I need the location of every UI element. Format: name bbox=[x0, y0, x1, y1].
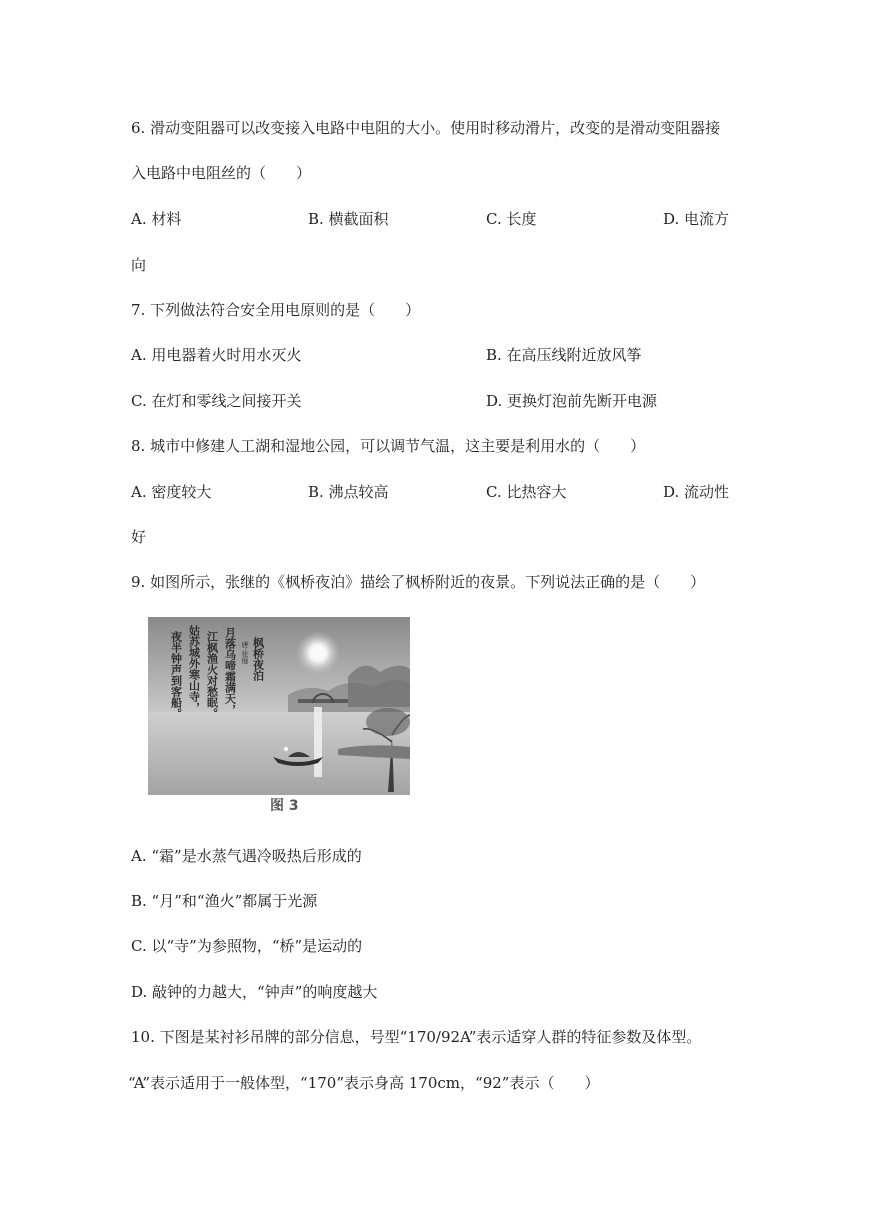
q6-option-b: B. 横截面积 bbox=[308, 210, 389, 228]
q6-stem-line2: 入电路中电阻丝的（ ） bbox=[131, 164, 312, 182]
q9-option-d: D. 敲钟的力越大，“钟声”的响度越大 bbox=[131, 983, 378, 1001]
q9-figure bbox=[148, 617, 410, 822]
q8-option-d-wrap: 好 bbox=[131, 528, 147, 546]
q8-option-c: C. 比热容大 bbox=[486, 483, 567, 501]
poem-line-1: 月落乌啼霜满天， bbox=[223, 627, 237, 715]
q10-stem-line2: “A”表示适用于一般体型，“170”表示身高 170cm，“92”表示（ ） bbox=[128, 1074, 600, 1092]
q7-option-d: D. 更换灯泡前先断开电源 bbox=[486, 392, 658, 410]
q9-option-c: C. 以“寺”为参照物，“桥”是运动的 bbox=[131, 937, 363, 955]
q7-option-a: A. 用电器着火时用水灭火 bbox=[131, 346, 302, 364]
q6-option-a: A. 材料 bbox=[131, 210, 182, 228]
q9-option-a: A. “霜”是水蒸气遇冷吸热后形成的 bbox=[131, 847, 362, 865]
q6-option-c: C. 长度 bbox=[486, 210, 537, 228]
q8-option-a: A. 密度较大 bbox=[131, 483, 212, 501]
poem-line-4: 夜半钟声到客船。 bbox=[169, 631, 183, 719]
q6-stem-line1: 6. 滑动变阻器可以改变接入电路中电阻的大小。使用时移动滑片，改变的是滑动变阻器接 bbox=[131, 119, 721, 137]
q7-stem: 7. 下列做法符合安全用电原则的是（ ） bbox=[131, 301, 421, 319]
q8-option-d: D. 流动性 bbox=[663, 483, 730, 501]
q8-stem: 8. 城市中修建人工湖和湿地公园，可以调节气温，这主要是利用水的（ ） bbox=[131, 437, 646, 455]
poem-title: 枫桥夜泊 bbox=[251, 637, 265, 681]
night-scene-illustration bbox=[148, 617, 410, 795]
q9-option-b: B. “月”和“渔火”都属于光源 bbox=[131, 892, 318, 910]
q7-option-b: B. 在高压线附近放风筝 bbox=[486, 346, 642, 364]
q7-option-c: C. 在灯和零线之间接开关 bbox=[131, 392, 302, 410]
figure-caption: 图 3 bbox=[270, 798, 299, 814]
poem-author: 唐·张继 bbox=[241, 641, 249, 665]
q10-stem-line1: 10. 下图是某衬衫吊牌的部分信息，号型“170/92A”表示适穿人群的特征参数及体型。 bbox=[131, 1028, 702, 1046]
q8-option-b: B. 沸点较高 bbox=[308, 483, 389, 501]
q9-stem: 9. 如图所示，张继的《枫桥夜泊》描绘了枫桥附近的夜景。下列说法正确的是（ ） bbox=[131, 573, 706, 591]
poem-line-3: 姑苏城外寒山寺， bbox=[187, 625, 201, 713]
q6-option-d: D. 电流方 bbox=[663, 210, 730, 228]
poem-line-2: 江枫渔火对愁眠。 bbox=[205, 631, 219, 719]
q6-option-d-wrap: 向 bbox=[131, 256, 147, 274]
